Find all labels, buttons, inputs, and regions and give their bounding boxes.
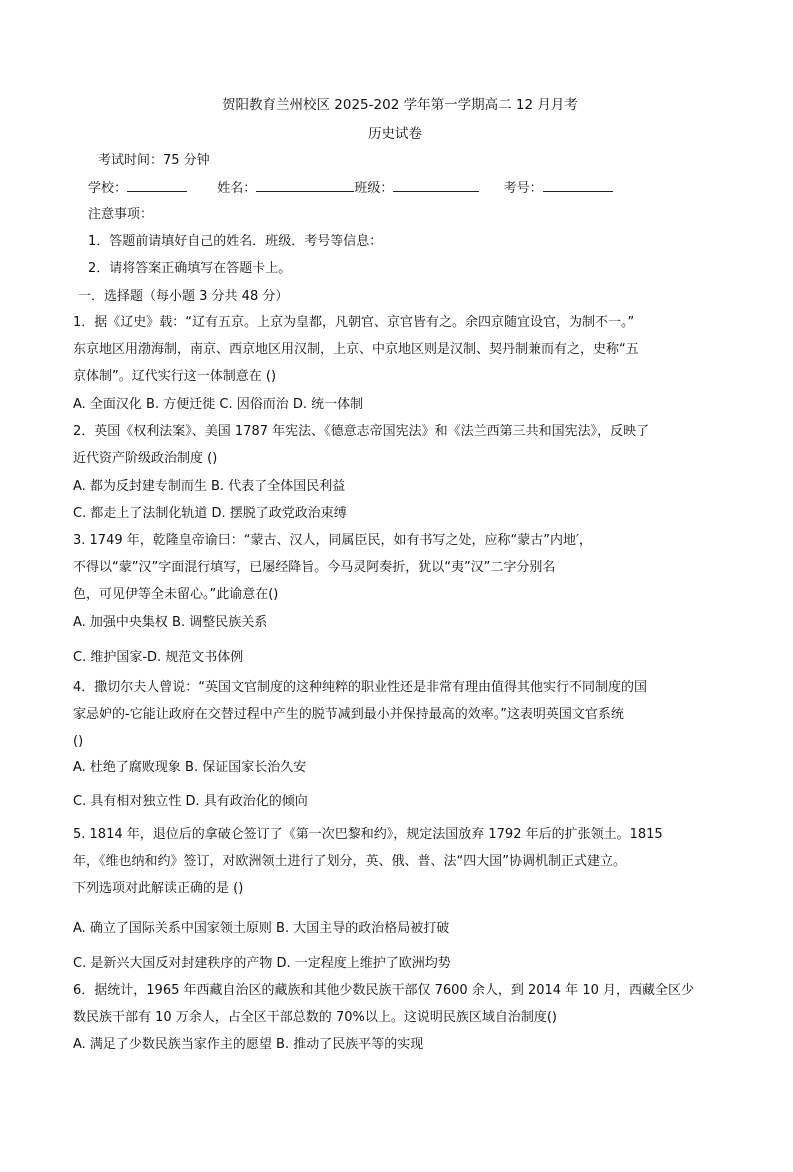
page-title: 贺阳教育兰州校区 2025-202 学年第一学期高二 12 月月考 xyxy=(222,97,578,113)
school-label: 学校： xyxy=(88,181,128,196)
school-field[interactable] xyxy=(127,179,187,192)
info-row xyxy=(88,179,613,198)
question-line: 近代资产阶级政治制度 () xyxy=(73,451,218,466)
name-label: 姓名： xyxy=(217,181,257,196)
question-line: 6．据统计，1965 年西藏自治区的藏族和其他少数民族干部仅 7600 余人，到 2014 年 10 月，西藏全区少 xyxy=(73,983,694,998)
question-options: A. 杜绝了腐败现象 B. 保证国家长治久安 xyxy=(73,760,307,775)
question-line: 1．据《辽史》载：“辽有五京。上京为皇都，凡朝官、京官皆有之。余四京随宜设官，为制不一。” xyxy=(73,315,635,330)
question-options: C. 具有相对独立性 D. 具有政治化的倾向 xyxy=(73,794,308,809)
question-line: 2．英国《权利法案》、美国 1787 年宪法、《德意志帝国宪法》和《法兰西第三共和国宪法》，反映了 xyxy=(73,424,650,439)
question-line: 东京地区用渤海制，南京、西京地区用汉制，上京、中京地区则是汉制、契丹制兼而有之，史称“五 xyxy=(73,342,639,357)
question-options: C. 维护国家-D. 规范文书体例 xyxy=(73,650,244,665)
note-item: 2．请将答案正确填写在答题卡上。 xyxy=(88,261,292,276)
question-line: 京体制”。辽代实行这一体制意在 () xyxy=(73,369,277,384)
note-item: 1．答题前请填好自己的姓名．班级．考号等信息： xyxy=(88,234,383,249)
question-options: A. 确立了国际关系中国家领土原则 B. 大国主导的政治格局被打破 xyxy=(73,921,450,936)
class-label: 班级： xyxy=(354,181,394,196)
exam-time: 考试时间：75 分钟 xyxy=(98,153,210,168)
name-field[interactable] xyxy=(256,179,354,192)
question-line: () xyxy=(73,734,84,749)
question-line: 3. 1749 年，乾隆皇帝谕曰：“蒙古、汉人，同属臣民，如有书写之处，应称“蒙古”内地′， xyxy=(73,533,592,548)
question-line: 下列选项对此解读正确的是 () xyxy=(73,881,244,896)
number-field[interactable] xyxy=(543,179,613,192)
page-subtitle: 历史试卷 xyxy=(368,126,422,142)
question-line: 年，《维也纳和约》签订，对欧洲领土进行了划分，英、俄、普、法“四大国”协调机制正式建立。 xyxy=(73,854,626,869)
class-field[interactable] xyxy=(393,179,479,192)
question-options: C. 是新兴大国反对封建秩序的产物 D. 一定程度上维护了欧洲均势 xyxy=(73,956,451,971)
question-line: 数民族干部有 10 万余人，占全区干部总数的 70%以上。这说明民族区域自治制度() xyxy=(73,1010,557,1025)
question-line: 家忌妒的-它能让政府在交替过程中产生的脱节减到最小并保持最高的效率。”这表明英国文官系统 xyxy=(73,707,624,722)
question-line: 4．撒切尔夫人曾说：“英国文官制度的这种纯粹的职业性还是非常有理由值得其他实行不同制度的国 xyxy=(73,680,648,695)
question-options: C. 都走上了法制化轨道 D. 摆脱了政党政治束缚 xyxy=(73,506,347,521)
number-label: 考号： xyxy=(503,181,543,196)
notes-heading: 注意事项： xyxy=(88,207,154,222)
question-line: 不得以“蒙”汉”字面混行填写，已屡经降旨。今马灵阿奏折，犹以“夷”汉”二字分别名 xyxy=(73,560,556,575)
question-options: A. 都为反封建专制而生 B. 代表了全体国民利益 xyxy=(73,479,346,494)
question-line: 5. 1814 年，退位后的拿破仑签订了《第一次巴黎和约》，规定法国放弃 1792 年后的扩张领土。1815 xyxy=(73,827,663,842)
question-options: A. 全面汉化 B. 方便迁徙 C. 因俗而治 D. 统一体制 xyxy=(73,397,364,412)
question-options: A. 满足了少数民族当家作主的愿望 B. 推动了民族平等的实现 xyxy=(73,1037,424,1052)
question-line: 色，可见伊等全未留心。”此谕意在() xyxy=(73,587,279,602)
question-options: A. 加强中央集权 B. 调整民族关系 xyxy=(73,615,268,630)
section-heading: 一．选择题（每小题 3 分共 48 分） xyxy=(78,289,289,304)
